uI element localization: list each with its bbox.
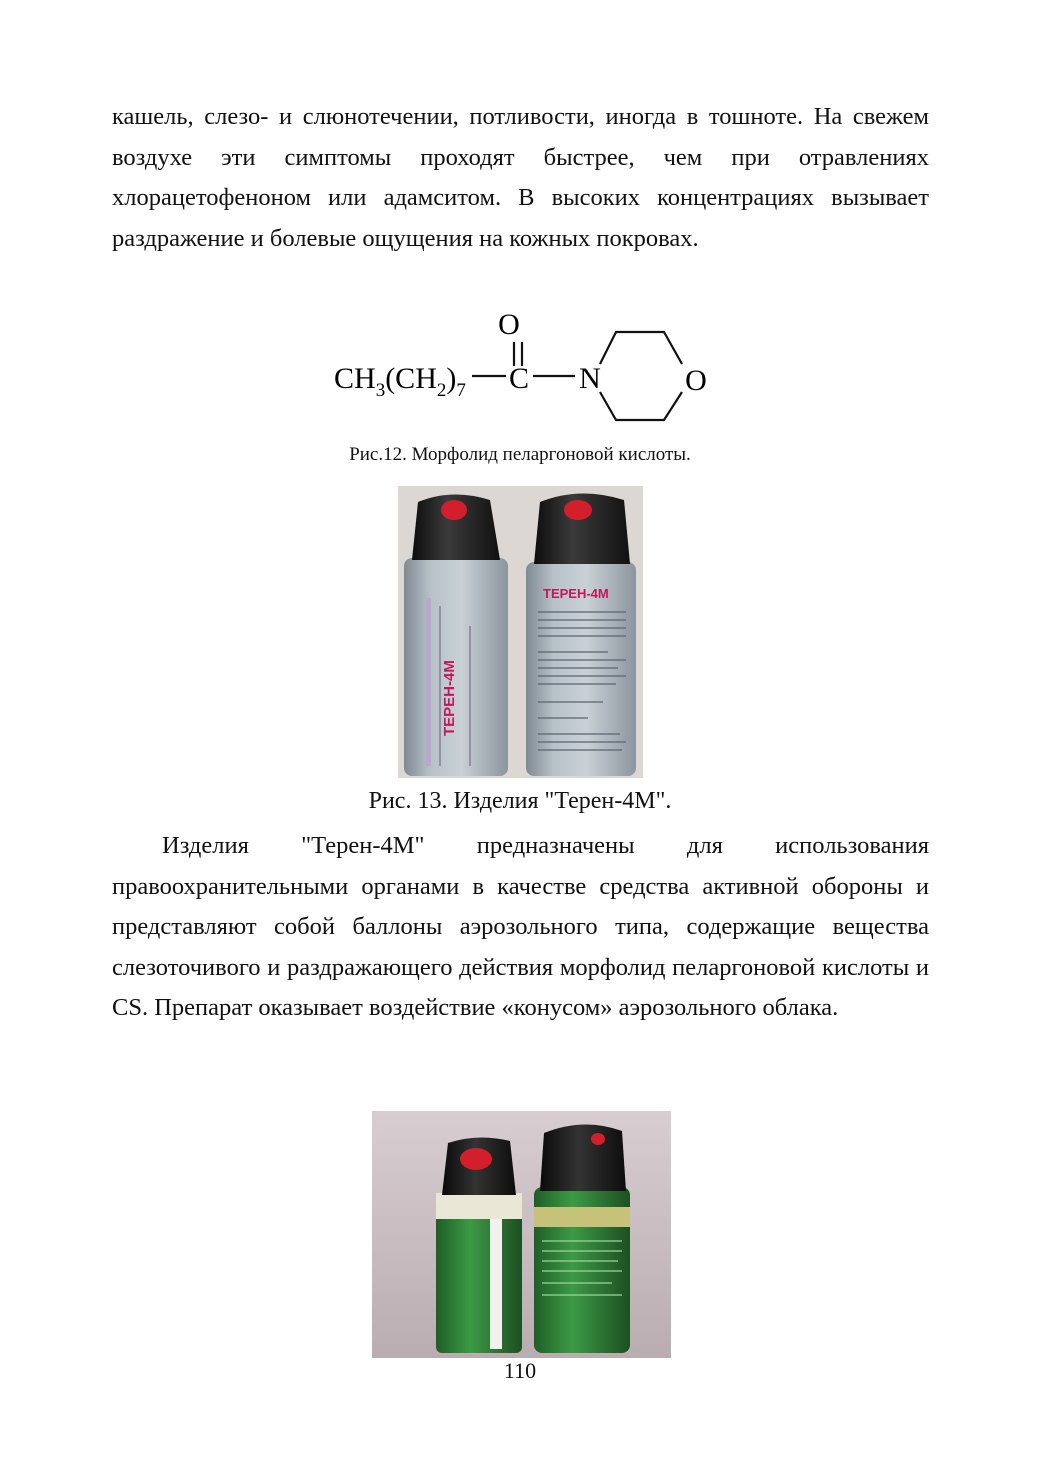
formula-close-paren: )	[446, 362, 457, 395]
green-right-can-band	[534, 1207, 630, 1227]
left-can-stripe	[426, 598, 431, 766]
green-right-can-cap	[540, 1124, 626, 1191]
green-left-can-nozzle	[460, 1148, 492, 1170]
figure-12-caption: Рис.12. Морфолид пеларгоновой кислоты.	[349, 444, 691, 465]
green-right-can-nozzle	[591, 1133, 605, 1145]
page-number: 110	[503, 1358, 537, 1383]
photo1-left-can	[404, 494, 508, 776]
paragraph-symptoms: кашель, слезо- и слюнотечении, потливости, иногда в тошноте. На свежем воздухе эти симптомы проходят быстрее, чем при отравлениях хлорацетофеноном или адамситом. В высоких концентрациях вызывает раздражение и болевые ощущения на кожных покровах.	[112, 103, 929, 252]
formula-ring-upper	[600, 332, 682, 364]
photo2-left-can	[436, 1137, 522, 1353]
formula-nitrogen: N	[579, 362, 601, 395]
left-can-label: ТЕРЕН-4М	[441, 660, 458, 736]
formula-sub-7: 7	[456, 380, 466, 401]
paragraph-teren-description: Изделия "Терен-4М" предназначены для использования правоохранительными органами в качестве средства активной обороны и представляют собой баллоны аэрозольного типа, содержащие вещества слезоточивого и раздражающего действия морфолид пеларгоновой кислоты и CS. Препарат оказывает воздействие «конусом» аэрозольного облака.	[112, 832, 929, 1021]
left-can-nozzle	[441, 500, 467, 520]
formula-ch2-open: (CH	[385, 362, 437, 395]
right-can-nozzle	[564, 500, 592, 520]
formula-ring-lower	[600, 392, 682, 420]
photo-green-aerosol-cans	[372, 1111, 671, 1358]
formula-chain	[334, 362, 466, 401]
green-left-can-band	[436, 1193, 522, 1219]
chemical-structure-formula	[320, 300, 720, 432]
formula-carbon: C	[508, 362, 530, 395]
formula-sub-3: 3	[375, 380, 386, 401]
figure-13-caption: Рис. 13. Изделия "Терен-4М".	[368, 788, 672, 814]
formula-ch: CH	[334, 362, 376, 395]
formula-sub-2: 2	[436, 380, 447, 401]
right-can-label: ТЕРЕН-4М	[543, 586, 609, 601]
photo2-right-can	[534, 1124, 630, 1353]
formula-oxygen-top: O	[498, 308, 520, 341]
green-left-can-label-strip	[490, 1219, 502, 1349]
photo-teren-4m-cans	[398, 486, 643, 778]
photo1-right-can	[526, 493, 636, 776]
formula-oxygen-ring: O	[685, 364, 707, 397]
